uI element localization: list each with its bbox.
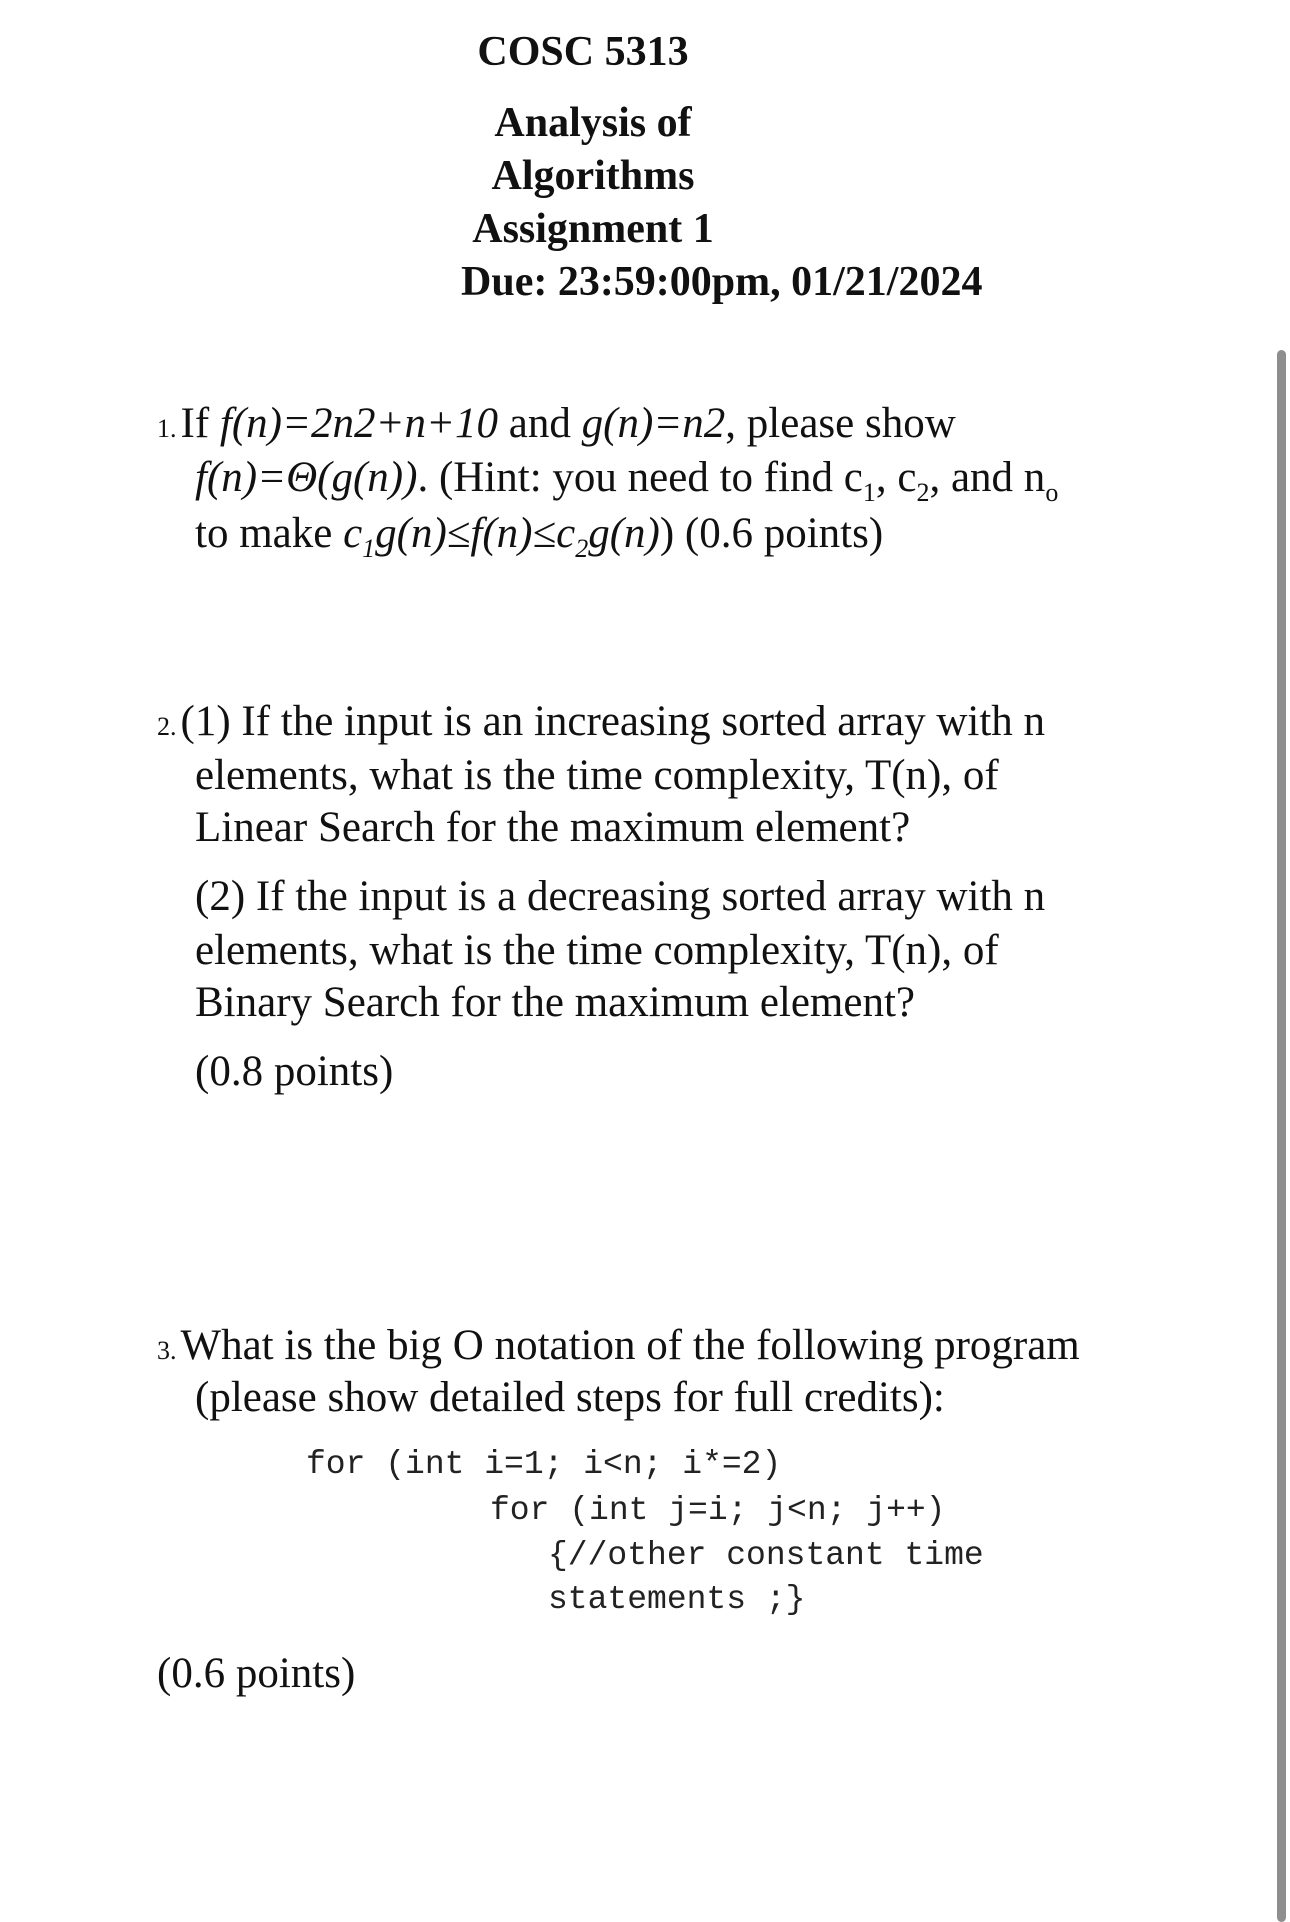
q3-number: 3. bbox=[157, 1336, 177, 1365]
q1-and-n: , and n bbox=[929, 454, 1046, 501]
q1-sub-o: o bbox=[1045, 478, 1059, 507]
q1-sub-2: 2 bbox=[916, 478, 930, 507]
q3-points: (0.6 points) bbox=[157, 1650, 356, 1697]
q1-f-definition: f(n)=2n2+n+10 bbox=[219, 400, 499, 447]
q1-to-make: to make bbox=[195, 510, 344, 557]
code-line-1: for (int i=1; i<n; i*=2) bbox=[306, 1446, 782, 1483]
q1-and: and bbox=[498, 400, 582, 447]
q1-line-2 bbox=[195, 452, 1059, 507]
q2-part1-line3: Linear Search for the maximum element? bbox=[195, 804, 911, 851]
q1-points: ) (0.6 points) bbox=[659, 510, 884, 557]
title-line-2: Algorithms bbox=[491, 153, 695, 199]
code-line-4: statements ;} bbox=[548, 1581, 806, 1618]
scrollbar[interactable] bbox=[1277, 350, 1286, 1922]
q2-part2-line2: elements, what is the time complexity, T(n), of bbox=[195, 927, 999, 974]
q1-please-show: , please show bbox=[725, 400, 956, 447]
q1-sub-1: 1 bbox=[862, 478, 876, 507]
q3-question-line1: What is the big O notation of the following program bbox=[180, 1322, 1080, 1369]
q1-line-3 bbox=[195, 508, 884, 563]
q2-points: (0.8 points) bbox=[195, 1048, 394, 1095]
q1-if: If bbox=[180, 400, 220, 447]
q2-part2-line1: (2) If the input is a decreasing sorted array with n bbox=[195, 873, 1046, 920]
code-line-2: for (int j=i; j<n; j++) bbox=[490, 1492, 946, 1529]
q1-line-1 bbox=[157, 398, 956, 455]
q1-inequality: $c_1g(n)\le f(n)\le c_2g(n)$ bbox=[343, 510, 660, 563]
q2-part2-line3: Binary Search for the maximum element? bbox=[195, 979, 915, 1026]
q2-line-1 bbox=[157, 696, 1045, 753]
code-line-3: {//other constant time bbox=[548, 1537, 984, 1574]
q1-comma-c: , c bbox=[875, 454, 917, 501]
q2-number: 2. bbox=[157, 712, 177, 741]
q3-question-line2: (please show detailed steps for full credits): bbox=[195, 1374, 945, 1421]
title-line-3: Assignment 1 bbox=[472, 206, 714, 252]
q3-line-1 bbox=[157, 1320, 1080, 1377]
title-line-1: Analysis of bbox=[494, 100, 692, 146]
q1-number: 1. bbox=[157, 414, 177, 443]
q1-g-definition: g(n)=n2 bbox=[581, 400, 726, 447]
course-code: COSC 5313 bbox=[477, 29, 689, 75]
q2-part1-line2: elements, what is the time complexity, T(n), of bbox=[195, 752, 999, 799]
due-date: Due: 23:59:00pm, 01/21/2024 bbox=[461, 259, 983, 305]
q1-hint: . (Hint: you need to find c bbox=[417, 454, 863, 501]
q2-part1-line1: (1) If the input is an increasing sorted array with n bbox=[180, 698, 1046, 745]
q1-theta: f(n)=Θ(g(n)) bbox=[195, 454, 418, 501]
